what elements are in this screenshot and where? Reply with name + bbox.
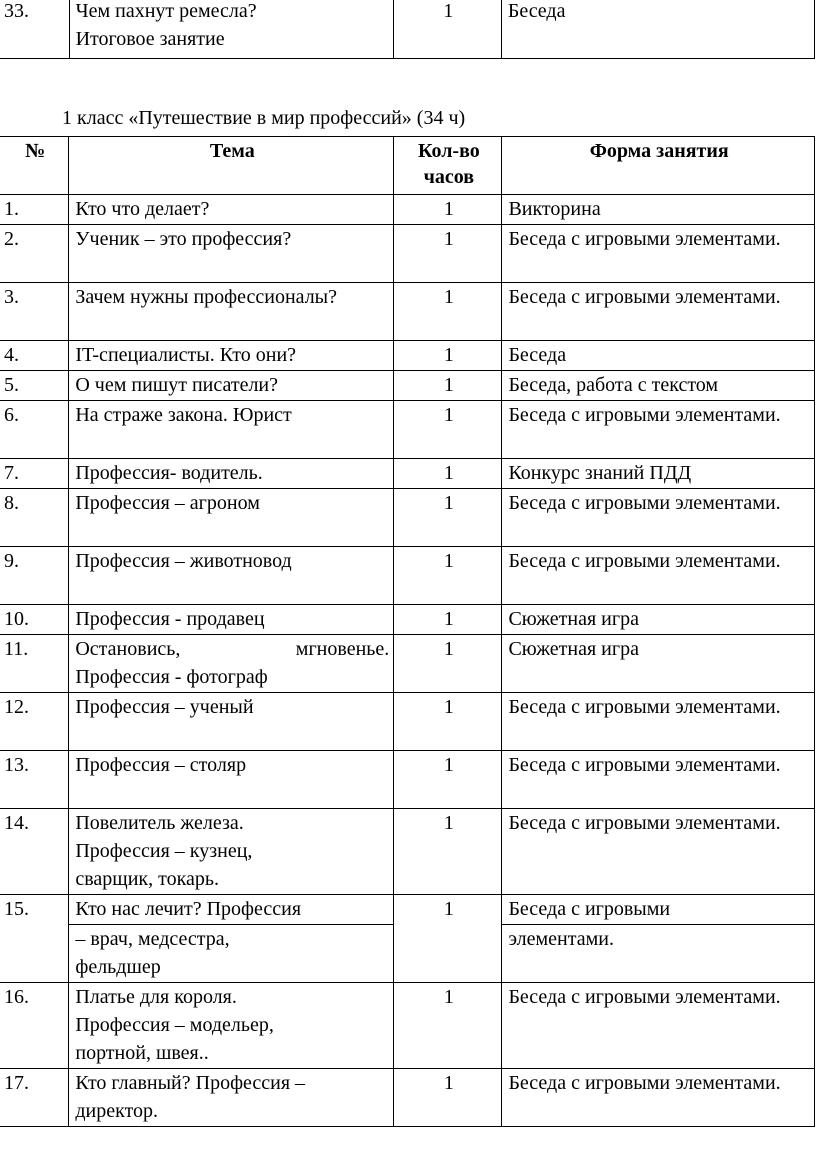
row-hours: 1: [394, 751, 502, 809]
table-row: [0, 635, 815, 693]
row-number: 1.: [0, 195, 69, 225]
topic-line: Итоговое занятие: [75, 28, 225, 50]
table-row: [0, 1069, 815, 1127]
row-hours-empty: [394, 925, 502, 983]
table-row: [0, 283, 815, 341]
row-form: Беседа с игровыми элементами.: [502, 693, 815, 751]
topic-line: Чем пахнут ремесла?: [75, 0, 257, 22]
table-row: [0, 693, 815, 751]
row-form: Конкурс знаний ПДД: [502, 459, 815, 489]
row-form: Беседа с игровыми элементами.: [502, 283, 815, 341]
row-hours: 1: [394, 459, 502, 489]
table-row: [0, 401, 815, 459]
header-num: №: [0, 137, 69, 195]
header-hours-line: часов: [423, 166, 475, 188]
row-form: Беседа с игровыми элементами.: [502, 401, 815, 459]
row-form: Беседа с игровыми элементами.: [502, 751, 815, 809]
row-topic: [69, 635, 394, 693]
row-number: 12.: [0, 693, 69, 751]
header-hours-line: Кол-во: [417, 140, 480, 162]
row-topic: Кто нас лечит? Профессия: [69, 895, 394, 925]
row-topic: Ученик – это профессия?: [69, 225, 394, 283]
table-row: [0, 371, 815, 401]
row-topic: Кто главный? Профессия – директор.: [69, 1069, 394, 1127]
row-topic: Профессия – агроном: [69, 489, 394, 547]
row-hours: 1: [394, 489, 502, 547]
row-form: элементами.: [502, 925, 815, 983]
row-number: 11.: [0, 635, 69, 693]
row-form: Сюжетная игра: [502, 605, 815, 635]
row-hours: 1: [394, 195, 502, 225]
table-row: [0, 983, 815, 1069]
previous-table-fragment: [0, 0, 815, 59]
row-form: Беседа с игровыми элементами.: [502, 547, 815, 605]
row-form: Викторина: [502, 195, 815, 225]
section-caption: 1 класс «Путешествие в мир профессий» (34 ч): [62, 107, 466, 129]
table-row: [0, 195, 815, 225]
row-number: 10.: [0, 605, 69, 635]
table-row: [0, 895, 815, 925]
row-hours: 1: [394, 983, 502, 1069]
table-row: [0, 459, 815, 489]
row-number: 14.: [0, 809, 69, 895]
table-row: [0, 225, 815, 283]
topic-line: Профессия - фотограф: [75, 666, 268, 688]
row-number: 17.: [0, 1069, 69, 1127]
row-topic: Платье для короля. Профессия – модельер, портной, швея..: [69, 983, 394, 1069]
table-row: [0, 489, 815, 547]
row-hours: 1: [394, 895, 502, 925]
row-topic: Профессия – ученый: [69, 693, 394, 751]
row-form: Беседа с игровыми элементами.: [502, 983, 815, 1069]
row-topic: На страже закона. Юрист: [69, 401, 394, 459]
table-row: [0, 751, 815, 809]
row-topic: Профессия – столяр: [69, 751, 394, 809]
row-topic: Кто что делает?: [69, 195, 394, 225]
row-number: 15.: [0, 895, 69, 925]
row-hours: 1: [393, 0, 501, 59]
row-hours: 1: [394, 809, 502, 895]
row-number: 9.: [0, 547, 69, 605]
row-number: 5.: [0, 371, 69, 401]
row-number: 7.: [0, 459, 69, 489]
header-form: Форма занятия: [502, 137, 815, 195]
row-form: Сюжетная игра: [502, 635, 815, 693]
row-hours: 1: [394, 693, 502, 751]
topic-line: Остановись, мгновенье.: [75, 638, 390, 660]
row-form: Беседа с игровыми: [502, 895, 815, 925]
table-row-continuation: [0, 925, 815, 983]
row-number: 4.: [0, 341, 69, 371]
row-hours: 1: [394, 225, 502, 283]
row-number: 16.: [0, 983, 69, 1069]
table-row: [0, 605, 815, 635]
row-number: 8.: [0, 489, 69, 547]
row-form: Беседа: [501, 0, 814, 59]
row-topic: Профессия- водитель.: [69, 459, 394, 489]
row-number: 3.: [0, 283, 69, 341]
row-form: Беседа с игровыми элементами.: [502, 809, 815, 895]
row-number: 13.: [0, 751, 69, 809]
row-form: Беседа с игровыми элементами.: [502, 489, 815, 547]
table-row: [0, 341, 815, 371]
table-row: [0, 547, 815, 605]
row-topic: Профессия - продавец: [69, 605, 394, 635]
header-row: [0, 137, 815, 195]
table-row: [0, 809, 815, 895]
row-number-empty: [0, 925, 69, 983]
row-number: 6.: [0, 401, 69, 459]
row-hours: 1: [394, 283, 502, 341]
row-hours: 1: [394, 371, 502, 401]
row-form: Беседа, работа с текстом: [502, 371, 815, 401]
row-form: Беседа с игровыми элементами.: [502, 225, 815, 283]
row-number: 33.: [0, 0, 69, 59]
row-hours: 1: [394, 1069, 502, 1127]
row-number: 2.: [0, 225, 69, 283]
row-form: Беседа с игровыми элементами.: [502, 1069, 815, 1127]
row-form: Беседа: [502, 341, 815, 371]
row-topic: Профессия – животновод: [69, 547, 394, 605]
row-topic: Зачем нужны профессионалы?: [69, 283, 394, 341]
row-hours: 1: [394, 341, 502, 371]
row-topic: Повелитель железа. Профессия – кузнец, сварщик, токарь.: [69, 809, 394, 895]
row-hours: 1: [394, 605, 502, 635]
row-hours: 1: [394, 635, 502, 693]
row-hours: 1: [394, 547, 502, 605]
row-topic: IT-специалисты. Кто они?: [69, 341, 394, 371]
schedule-table: [0, 136, 815, 1127]
row-topic: [69, 0, 393, 59]
row-topic: – врач, медсестра, фельдшер: [69, 925, 394, 983]
header-hours: [394, 137, 502, 195]
row-topic: О чем пишут писатели?: [69, 371, 394, 401]
table-row: [0, 0, 815, 59]
header-topic: Тема: [69, 137, 394, 195]
row-hours: 1: [394, 401, 502, 459]
